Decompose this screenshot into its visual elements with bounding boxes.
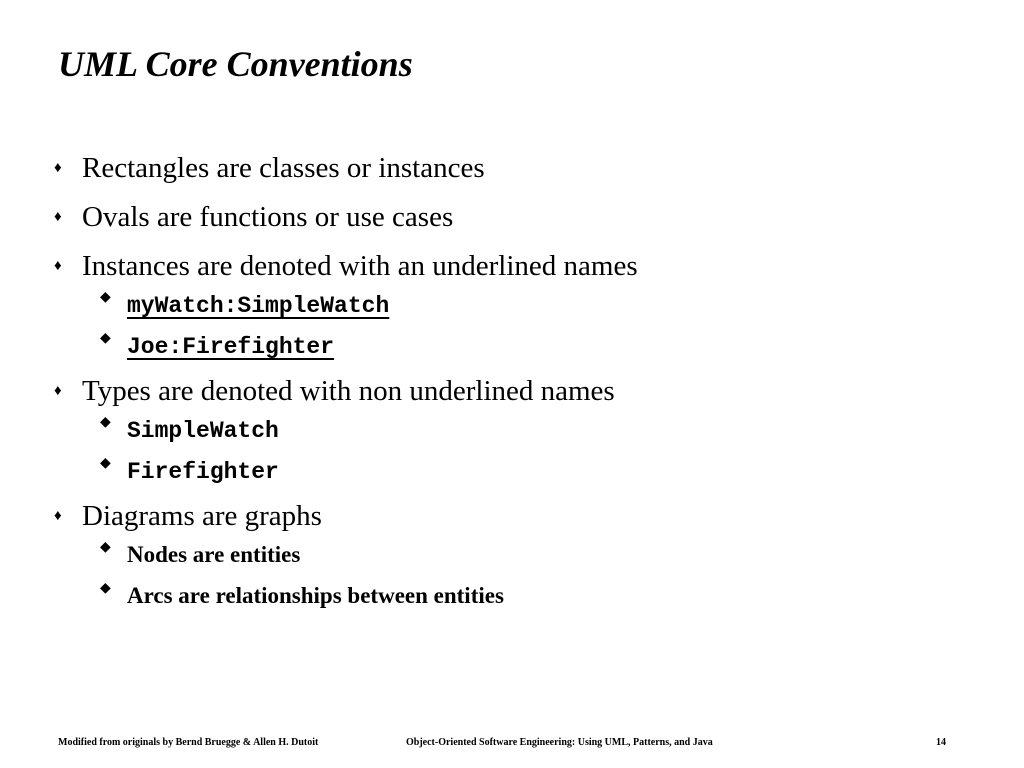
diamond-sub-bullet-icon: ◆	[100, 290, 111, 305]
sub-bullet-item	[100, 329, 994, 362]
sub-bullet-item	[100, 413, 994, 446]
bullet-item	[54, 246, 994, 362]
sub-bullet-item	[100, 538, 994, 571]
bullet-text: Instances are denoted with an underlined names	[82, 250, 638, 282]
slide-title: UML Core Conventions	[58, 44, 413, 84]
bullet-text: Rectangles are classes or instances	[82, 152, 485, 184]
diamond-sub-bullet-icon: ◆	[100, 456, 111, 471]
bullet-item	[54, 148, 994, 188]
diamond-bullet-icon: ♦	[54, 383, 62, 399]
sub-bullet-item	[100, 288, 994, 321]
bullet-list	[54, 148, 994, 621]
diamond-sub-bullet-icon: ◆	[100, 331, 111, 346]
sub-bullet-list	[82, 538, 994, 612]
diamond-sub-bullet-icon: ◆	[100, 581, 111, 596]
sub-bullet-text: Arcs are relationships between entities	[127, 583, 504, 608]
diamond-bullet-icon: ♦	[54, 209, 62, 225]
bullet-item	[54, 496, 994, 612]
type-name: Firefighter	[127, 459, 279, 485]
sub-bullet-item	[100, 454, 994, 487]
footer-credit: Modified from originals by Bernd Bruegge & Allen H. Dutoit	[58, 737, 319, 748]
bullet-text: Ovals are functions or use cases	[82, 201, 454, 233]
bullet-item	[54, 197, 994, 237]
sub-bullet-list	[82, 288, 994, 362]
bullet-item	[54, 371, 994, 487]
instance-name: Joe:Firefighter	[127, 334, 335, 360]
sub-bullet-item	[100, 579, 994, 612]
diamond-bullet-icon: ♦	[54, 508, 62, 524]
bullet-text: Diagrams are graphs	[82, 500, 322, 532]
bullet-text: Types are denoted with non underlined names	[82, 375, 615, 407]
diamond-sub-bullet-icon: ◆	[100, 540, 111, 555]
instance-name: myWatch:SimpleWatch	[127, 293, 390, 319]
diamond-bullet-icon: ♦	[54, 258, 62, 274]
footer-book-title: Object-Oriented Software Engineering: Using UML, Patterns, and Java	[406, 737, 713, 748]
page-number: 14	[936, 737, 946, 748]
sub-bullet-list	[82, 413, 994, 487]
type-name: SimpleWatch	[127, 418, 279, 444]
diamond-bullet-icon: ♦	[54, 160, 62, 176]
diamond-sub-bullet-icon: ◆	[100, 415, 111, 430]
sub-bullet-text: Nodes are entities	[127, 542, 301, 567]
